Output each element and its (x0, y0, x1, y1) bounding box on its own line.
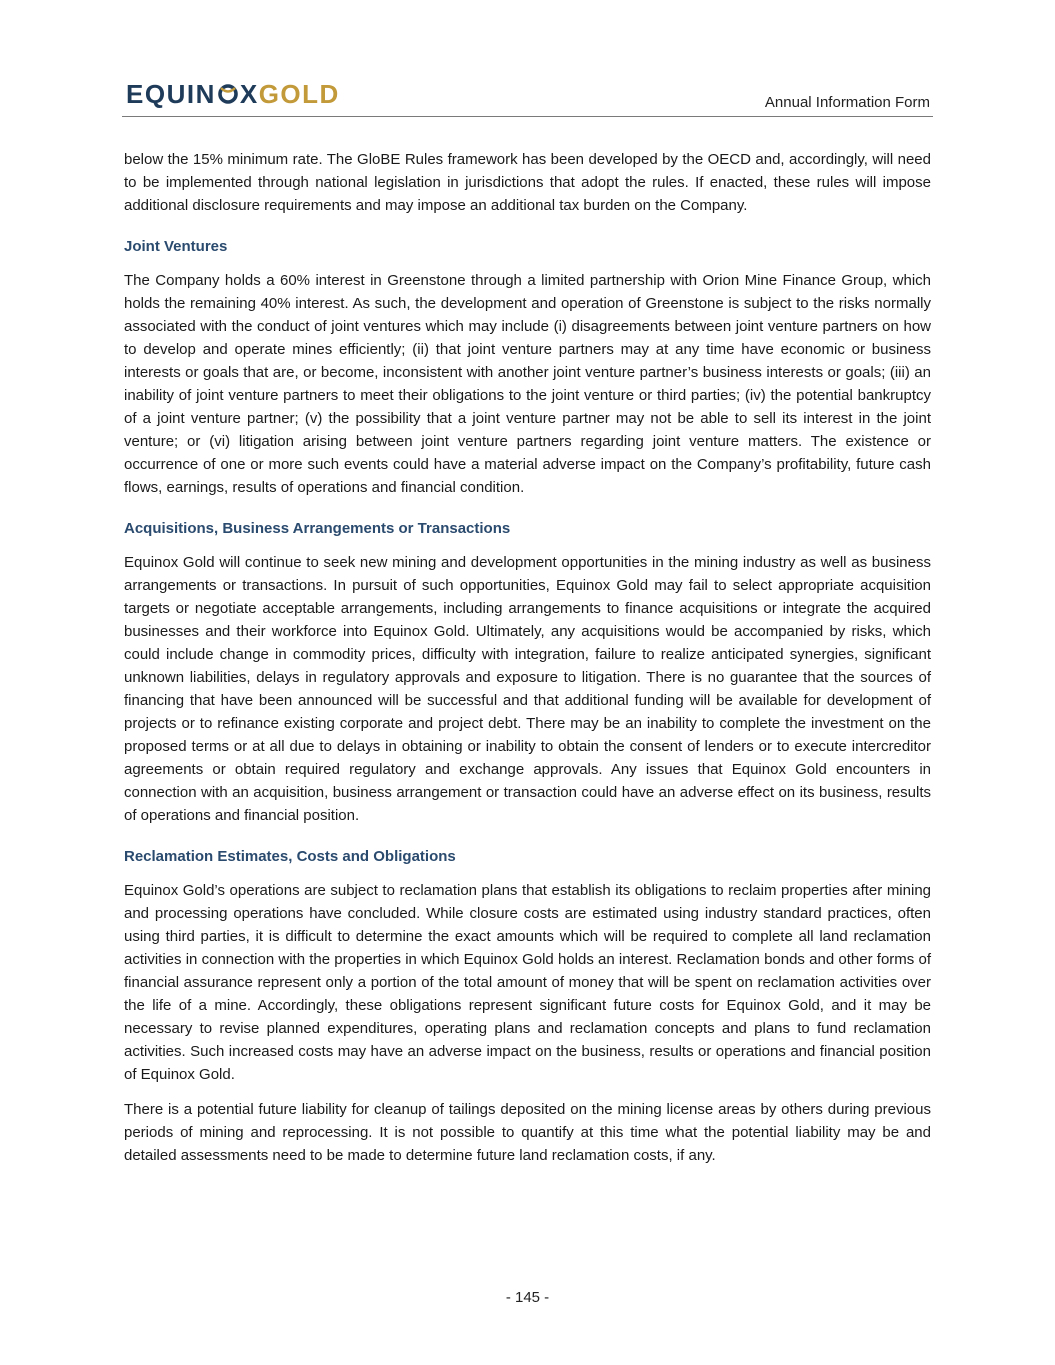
section-heading-joint-ventures: Joint Ventures (124, 238, 228, 255)
logo-text-gold: GOLD (258, 79, 340, 109)
document-title: Annual Information Form (764, 94, 930, 111)
page-header (122, 80, 933, 117)
document-body (124, 148, 931, 1179)
section-heading-acquisitions: Acquisitions, Business Arrangements or Transactions (124, 520, 511, 537)
section-paragraph: The Company holds a 60% interest in Greenstone through a limited partnership with Orion Mine Finance Group, which holds the remaining 40% interest. As such, the development and operation of Greenstone is subject to the risks normally associated with the conduct of joint ventures which may include (i) disagreements between joint venture partners on how to develop and operate mines efficiently; (ii) that joint venture partners may at any time have economic or business interests or goals that are, or become, inconsistent with another joint venture partner’s business interests or goals; (iii) an inability of joint venture partners to meet their obligations to the joint venture or third parties; (iv) the potential bankruptcy of a joint venture partner; (v) the possibility that a joint venture partner may not be able to sell its interest in the joint venture; or (vi) litigation arising between joint venture partners regarding joint venture matters. The existence or occurrence of one or more such events could have a material adverse impact on the Company’s profitability, future cash flows, earnings, results of operations and financial condition. (124, 272, 931, 496)
page-number: - 145 - (505, 1289, 550, 1306)
intro-paragraph: below the 15% minimum rate. The GloBE Rules framework has been developed by the OECD and, accordingly, will need to be implemented through national legislation in jurisdictions that adopt the rules. If enacted, these rules will impose additional disclosure requirements and may impose an additional tax burden on the Company. (124, 151, 931, 214)
logo-text-equin: EQUIN (126, 79, 216, 109)
section-paragraph: There is a potential future liability for cleanup of tailings deposited on the mining license areas by others during previous periods of mining and reprocessing. It is not possible to quantify at this time what the potential liability may be and detailed assessments need to be made to determine future land reclamation costs, if any. (124, 1101, 931, 1164)
section-paragraph: Equinox Gold’s operations are subject to reclamation plans that establish its obligations to reclaim properties after mining and processing operations have concluded. While closure costs are estimated using industry standard practices, often using third parties, it is difficult to determine the exact amounts which will be required to complete all land reclamation activities in connection with the properties in which Equinox Gold holds an interest. Reclamation bonds and other forms of financial assurance represent only a portion of the total amount of money that will be spent on reclamation activities over the life of a mine. Accordingly, these obligations represent significant future costs for Equinox Gold, and it may be necessary to revise planned expenditures, operating plans and reclamation concepts and plans to fund reclamation activities. Such increased costs may have an adverse impact on the business, results or operations and financial position of Equinox Gold. (124, 882, 931, 1083)
logo-text-x: X (239, 79, 259, 109)
section-heading-reclamation: Reclamation Estimates, Costs and Obligations (124, 848, 456, 865)
section-paragraph: Equinox Gold will continue to seek new mining and development opportunities in the mining industry as well as business arrangements or transactions. In pursuit of such opportunities, Equinox Gold may fail to select appropriate acquisition targets or negotiate acceptable arrangements, including arrangements to finance acquisitions or integrate the acquired businesses and their workforce into Equinox Gold. Ultimately, any acquisitions would be accompanied by risks, which could include change in commodity prices, difficulty with integration, failure to realize anticipated synergies, significant unknown liabilities, delays in regulatory approvals and exposure to litigation. There is no guarantee that the sources of financing that have been announced will be successful and that additional funding will be available for development of projects or to refinance existing corporate and project debt. There may be an inability to complete the investment on the proposed terms or at all due to delays in obtaining or inability to obtain the consent of lenders or to execute intercreditor agreements or obtain required regulatory and exchange approvals. Any issues that Equinox Gold encounters in connection with an acquisition, business arrangement or transaction could have an adverse effect on its business, results of operations and financial position. (124, 554, 931, 824)
logo-o-icon (217, 84, 239, 104)
company-logo (126, 80, 340, 108)
